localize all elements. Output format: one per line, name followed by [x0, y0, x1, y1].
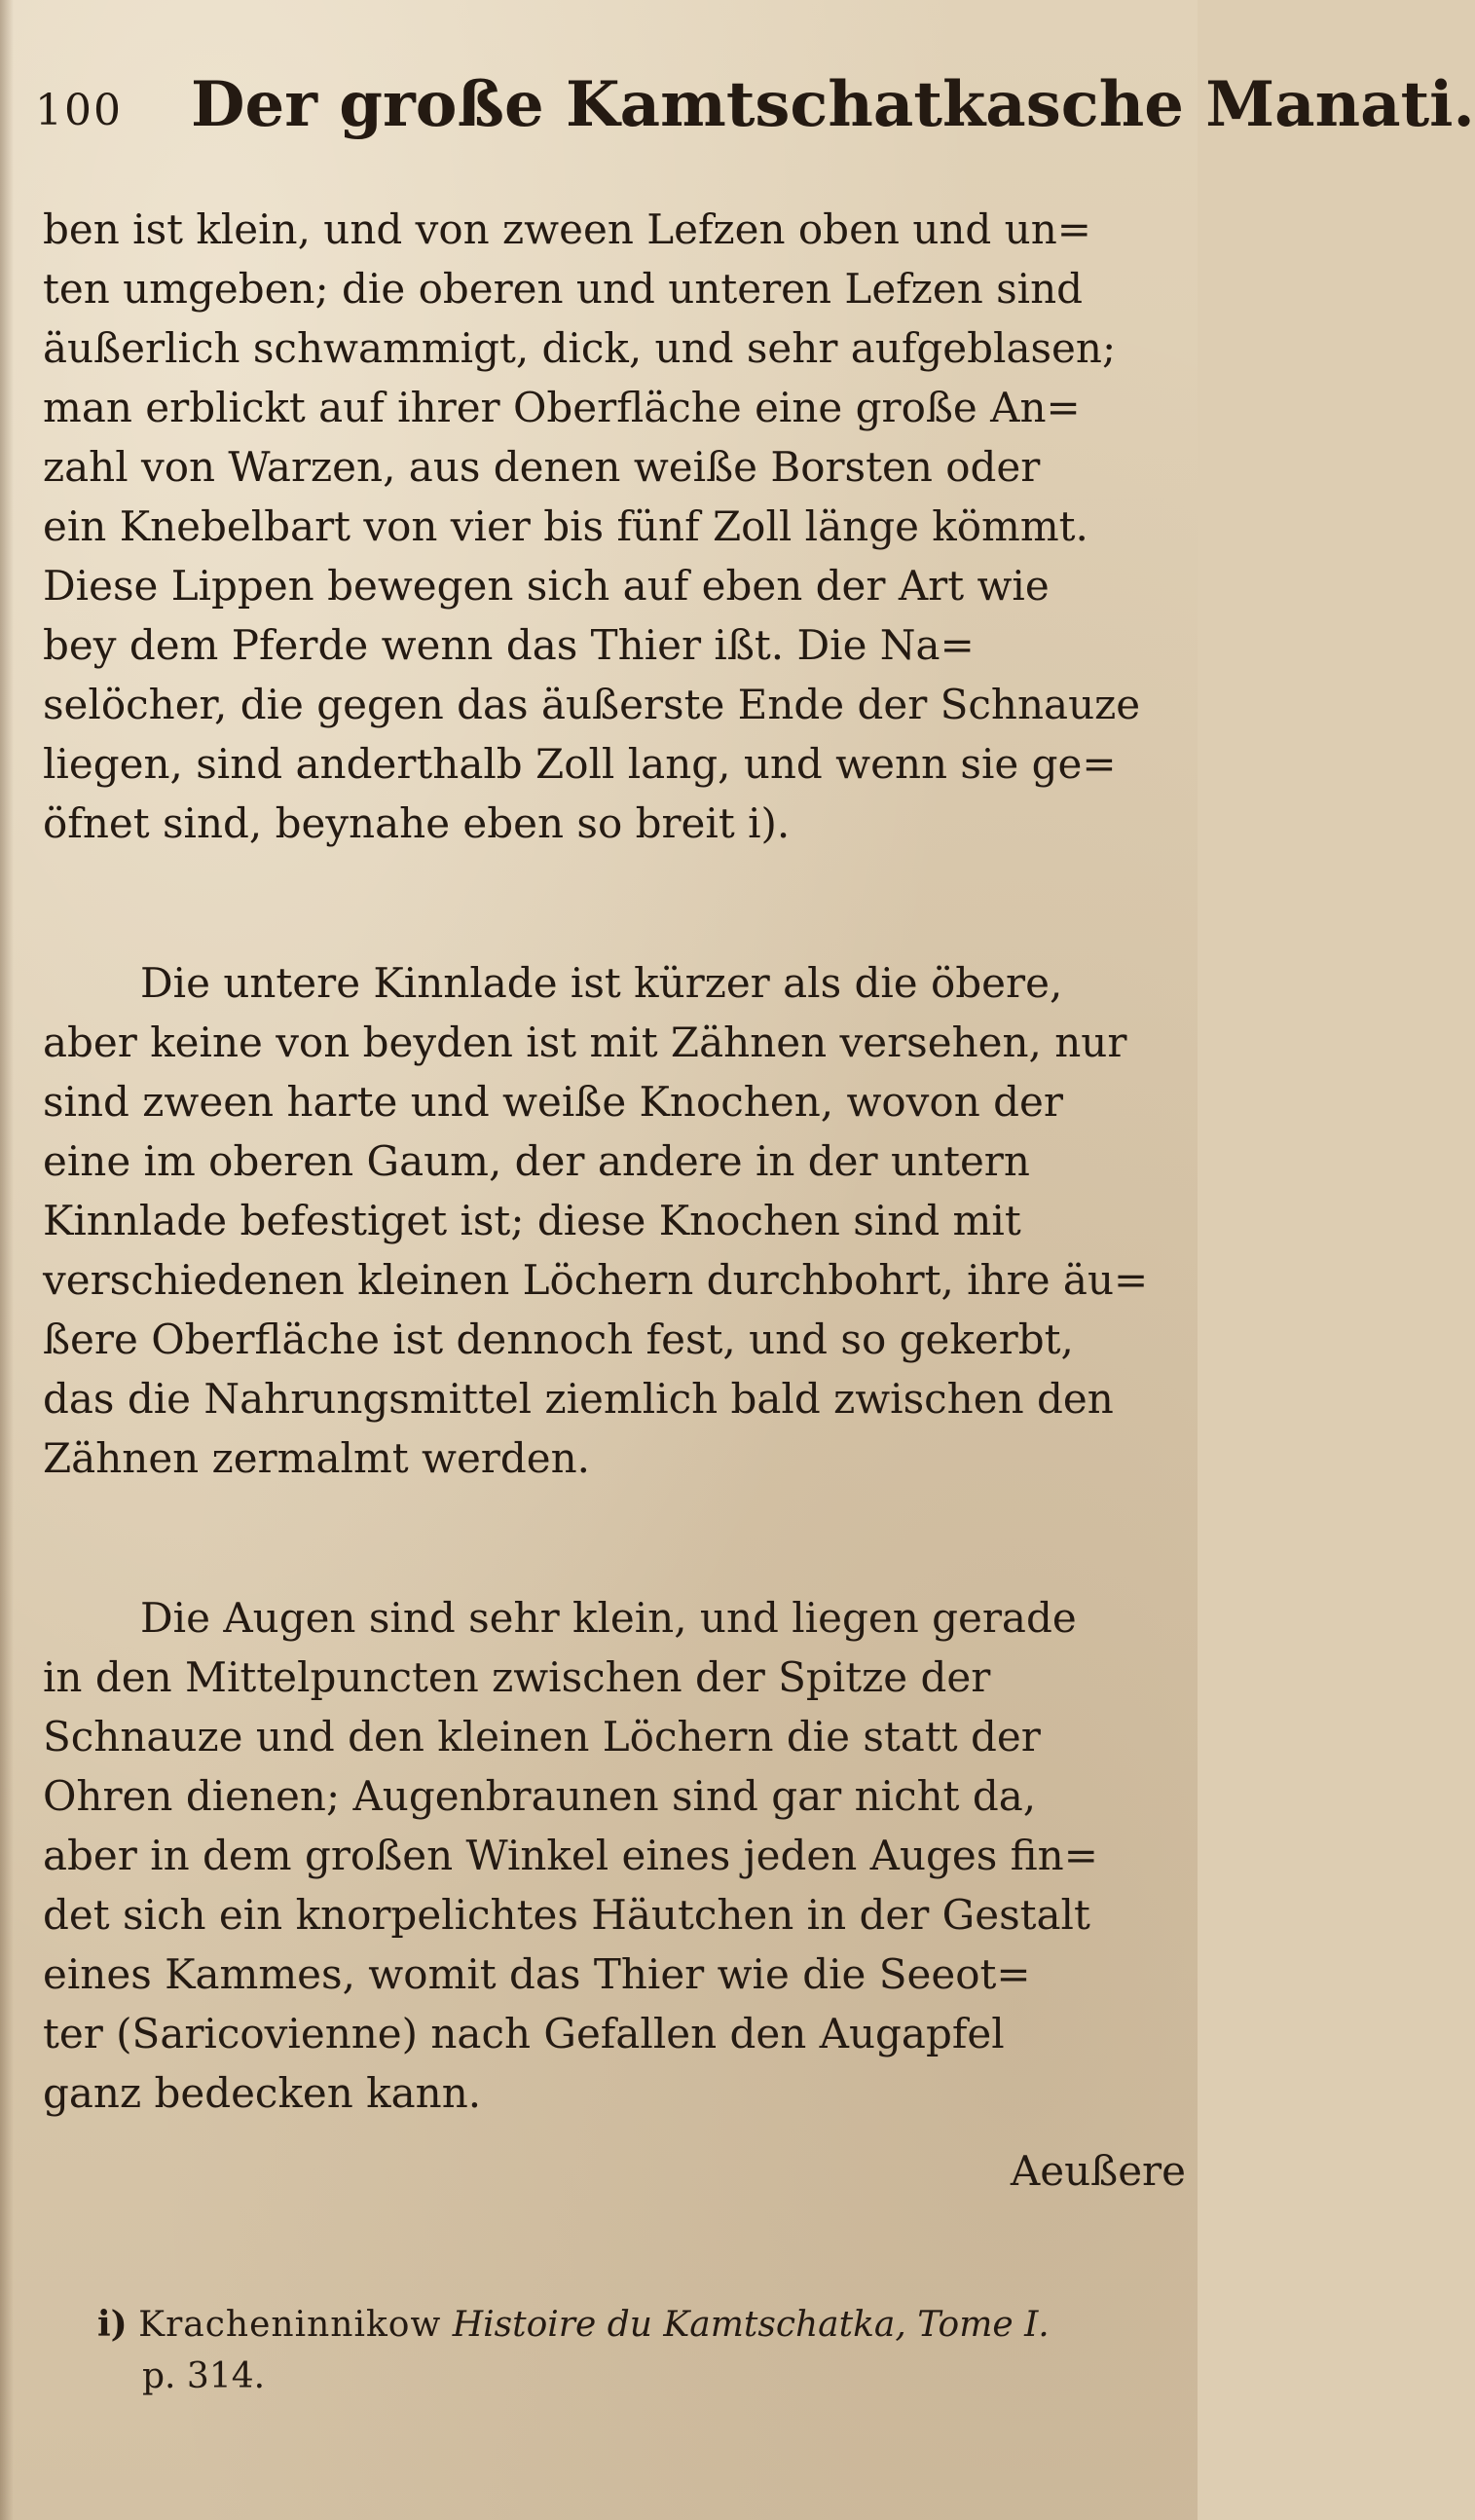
text-line: ten umgeben; die oberen und unteren Lefzen sind	[43, 265, 1084, 313]
text-line: in den Mittelpuncten zwischen der Spitze der	[43, 1653, 991, 1701]
footnote-line	[97, 2298, 1168, 2351]
text-line: ter (Saricovienne) nach Gefallen den Augapfel	[43, 2010, 1005, 2057]
text-line: sind zween harte und weiße Knochen, wovon der	[43, 1078, 1063, 1126]
page-header	[35, 68, 1475, 156]
page-edge-shadow	[0, 0, 14, 2520]
paragraph-2	[43, 953, 1172, 1488]
text-line: öfnet sind, beynahe eben so breit i).	[43, 799, 791, 847]
text-line: Ohren dienen; Augenbraunen sind gar nicht da,	[43, 1772, 1037, 1820]
text-line: selöcher, die gegen das äußerste Ende der Schnauze	[43, 681, 1141, 728]
footnote-title: Histoire du Kamtschatka,	[452, 2305, 906, 2345]
text-line: das die Nahrungsmittel ziemlich bald zwischen den	[43, 1375, 1114, 1423]
footnote-page: p. 314.	[142, 2356, 266, 2396]
text-line: Diese Lippen bewegen sich auf eben der Art wie	[43, 562, 1050, 610]
paragraph-1	[43, 200, 1172, 853]
text-line: Kinnlade befestiget ist; diese Knochen sind mit	[43, 1197, 1021, 1244]
text-line: verschiedenen kleinen Löchern durchbohrt, ihre äu=	[43, 1256, 1149, 1304]
text-line: aber keine von beyden ist mit Zähnen versehen, nur	[43, 1019, 1127, 1066]
catchword: Aeußere	[1010, 2147, 1186, 2195]
text-line: Schnauze und den kleinen Löchern die statt der	[43, 1713, 1041, 1760]
paragraph-spacer	[43, 1488, 1172, 1588]
text-line: det sich ein knorpelichtes Häutchen in der Gestalt	[43, 1891, 1090, 1939]
footnote-marker: i)	[97, 2304, 128, 2345]
body-text	[43, 200, 1172, 2123]
text-line: Zähnen zermalmt werden.	[43, 1434, 591, 1482]
text-line: ganz bedecken kann.	[43, 2069, 482, 2117]
text-line: liegen, sind anderthalb Zoll lang, und wenn sie ge=	[43, 740, 1117, 788]
text-line: zahl von Warzen, aus denen weiße Borsten oder	[43, 443, 1041, 491]
text-line: aber in dem großen Winkel eines jeden Auges fin=	[43, 1832, 1098, 1879]
text-line: man erblickt auf ihrer Oberfläche eine große An=	[43, 384, 1081, 431]
footnote	[97, 2298, 1168, 2403]
page-number: 100	[35, 86, 123, 135]
text-line: eine im oberen Gaum, der andere in der untern	[43, 1137, 1030, 1185]
paragraph-spacer	[43, 853, 1172, 953]
text-line: bey dem Pferde wenn das Thier ißt. Die Na=	[43, 621, 975, 669]
paragraph-3	[43, 1588, 1172, 2123]
text-line: ben ist klein, und von zween Lefzen oben und un=	[43, 205, 1091, 253]
text-line: ein Knebelbart von vier bis fünf Zoll länge kömmt.	[43, 502, 1088, 550]
text-line: ßere Oberfläche ist dennoch fest, und so gekerbt,	[43, 1316, 1074, 1363]
running-head: Der große Kamtschatkasche Manati.	[191, 68, 1475, 141]
text-line: Die untere Kinnlade ist kürzer als die öbere,	[140, 959, 1063, 1007]
footnote-author: Krache​ninnikow	[138, 2305, 442, 2345]
text-line: eines Kammes, womit das Thier wie die Seeot=	[43, 1950, 1031, 1998]
text-line: Die Augen sind sehr klein, und liegen gerade	[140, 1594, 1077, 1642]
footnote-volume: Tome I.	[917, 2305, 1050, 2345]
text-line: äußerlich schwammigt, dick, und sehr aufgeblasen;	[43, 324, 1117, 372]
footnote-line	[97, 2351, 1168, 2403]
